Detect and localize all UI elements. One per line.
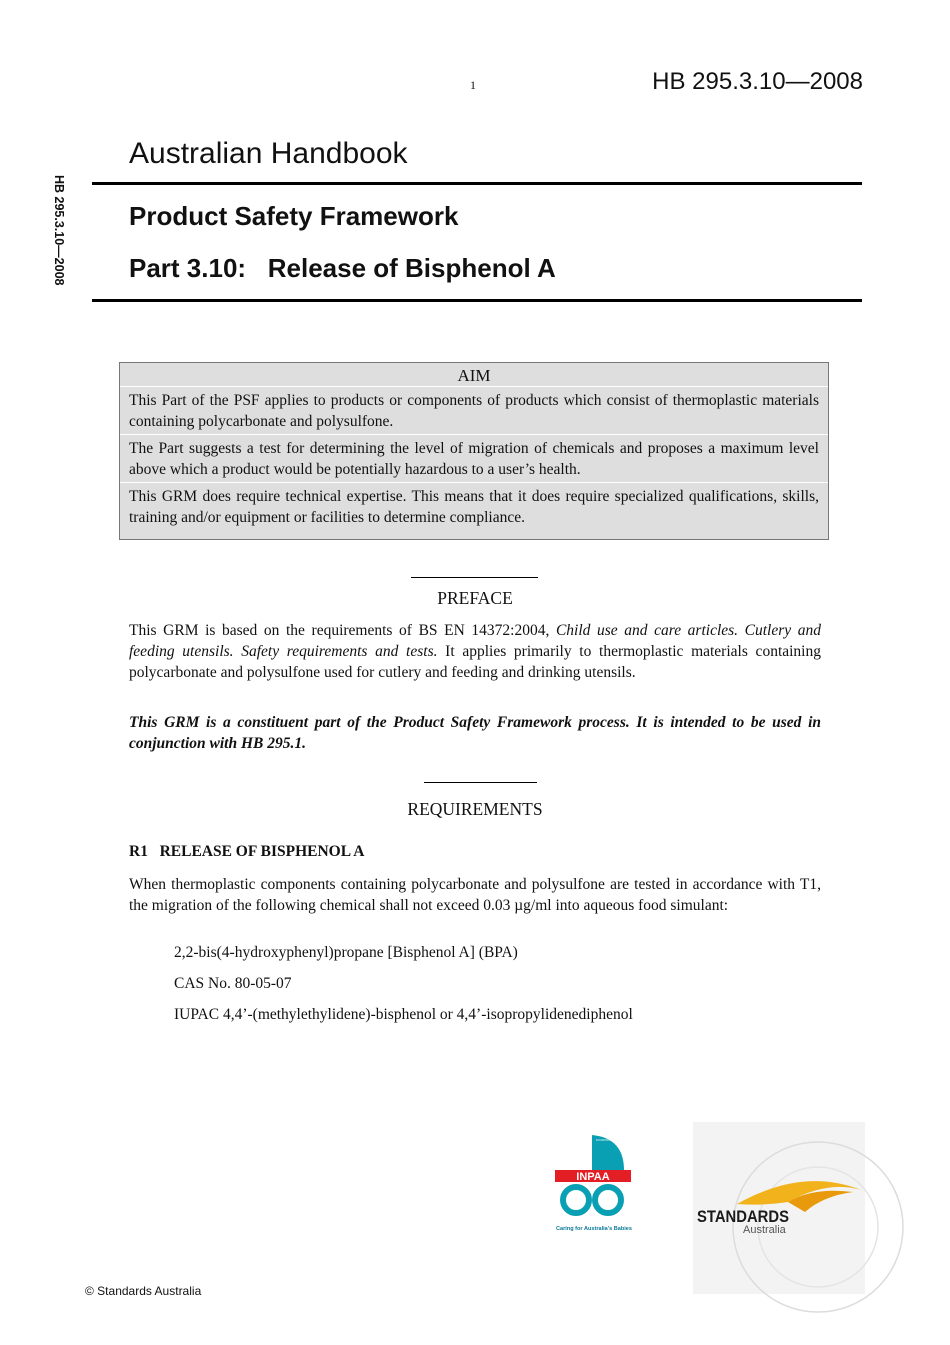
aim-box: [119, 362, 829, 540]
handbook-label: Australian Handbook: [129, 137, 408, 170]
requirements-divider: [424, 782, 537, 783]
preface-divider: [411, 577, 538, 578]
requirements-heading: REQUIREMENTS: [407, 799, 543, 819]
part-title: Part 3.10: Release of Bisphenol A: [129, 253, 556, 283]
document-code: HB 295.3.10—2008: [652, 68, 863, 95]
preface-heading: PREFACE: [437, 588, 513, 608]
preface-paragraph: [129, 620, 821, 683]
title-rule-top: [92, 182, 862, 185]
r1-heading: R1 RELEASE OF BISPHENOL A: [129, 843, 365, 860]
inpaa-tagline: Caring for Australia's Babies: [556, 1226, 632, 1232]
inpaa-text: INPAA: [576, 1171, 610, 1183]
title-rule-bottom: [92, 299, 862, 302]
side-code-text: HB 295.3.10—2008: [52, 175, 66, 286]
inpaa-logo: [552, 1130, 637, 1235]
standard-title: Child use and care articles. Cutlery and feeding utensils. Safety requirements and tests.: [129, 622, 821, 660]
preface-note: This GRM is a constituent part of the Product Safety Framework process. It is intended to be used in conjunction with HB 295.1.: [129, 714, 821, 752]
chemical-name: 2,2-bis(4-hydroxyphenyl)propane [Bisphenol A] (BPA): [174, 944, 518, 961]
cas-number: CAS No. 80-05-07: [174, 975, 292, 992]
iupac-name: IUPAC 4,4’-(methylethylidene)-bisphenol or 4,4’-isopropylidenediphenol: [174, 1006, 633, 1023]
page-number: 1: [470, 78, 476, 92]
r1-text: When thermoplastic components containing polycarbonate and polysulfone are tested in accordance with T1, the migration of the following chemical shall not exceed 0.03 µg/ml into aqueous food simulant:: [129, 876, 821, 914]
page-title: Product Safety Framework: [129, 201, 459, 231]
aim-paragraph: The Part suggests a test for determining the level of migration of chemicals and proposes a maximum level above which a product would be potentially hazardous to a user’s health.: [120, 434, 828, 482]
side-document-code: [44, 175, 74, 325]
standards-australia-logo: [693, 1122, 865, 1294]
aim-paragraph: This Part of the PSF applies to products or components of products which consist of thermoplastic materials containing polycarbonate and polysulfone.: [120, 386, 828, 434]
aim-heading: AIM: [457, 366, 491, 385]
standards-sub: Australia: [743, 1224, 786, 1236]
aim-paragraph: This GRM does require technical expertise. This means that it does require specialized qualifications, skills, training and/or equipment or facilities to determine compliance.: [120, 482, 828, 530]
standards-name: STANDARDS: [697, 1208, 789, 1226]
preface-text: This GRM is based on the requirements of BS EN 14372:2004,: [129, 622, 556, 639]
copyright-notice: © Standards Australia: [85, 1284, 202, 1298]
inpaa-small-text: INFANT & NURSERY PRODUCTS ASSOCIATION OF AUSTRALIA: [596, 1138, 624, 1142]
preface-text: It applies primarily to thermoplastic materials containing polycarbonate and polysulfone used for cutlery and feeding and drinking utensils.: [129, 643, 821, 681]
